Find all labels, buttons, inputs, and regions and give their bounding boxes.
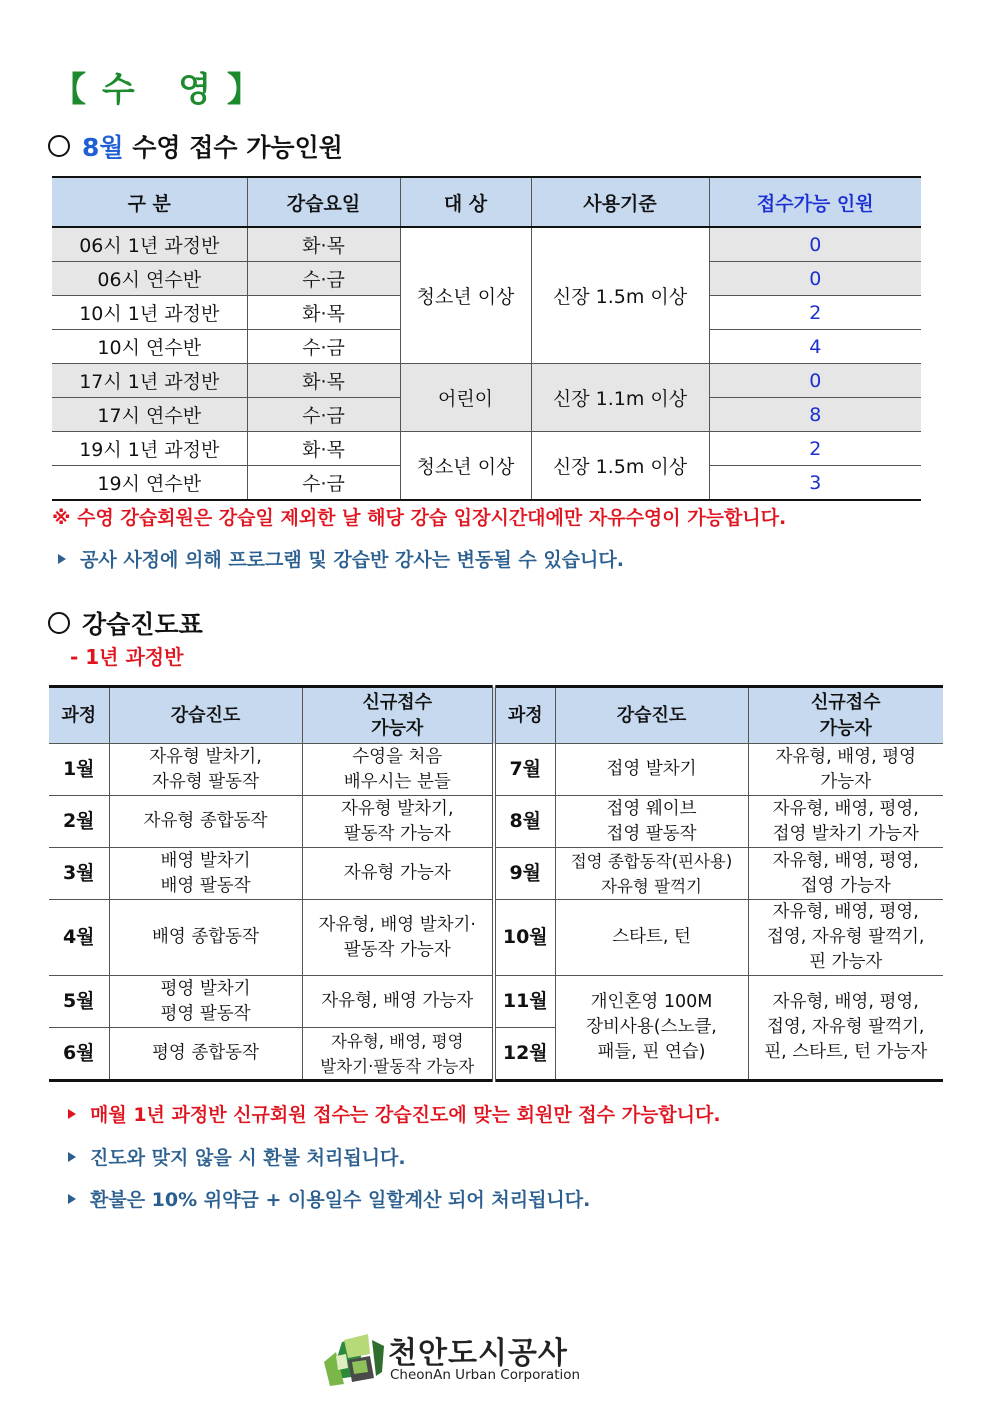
bullet-text: 매월 1년 과정반 신규회원 접수는 강습진도에 맞는 회원만 접수 가능합니다. bbox=[90, 1104, 721, 1126]
section-heading-progress bbox=[48, 605, 203, 641]
capacity-cell: 0 bbox=[709, 227, 921, 262]
header-category: 구 분 bbox=[52, 177, 247, 227]
progress-cell: 개인혼영 100M 장비사용(스노클, 패들, 핀 연습) bbox=[555, 976, 748, 1081]
month-cell: 11월 bbox=[494, 976, 555, 1028]
month-cell: 5월 bbox=[49, 976, 109, 1028]
days-cell: 화·목 bbox=[247, 296, 400, 330]
table-row bbox=[52, 432, 921, 466]
month-cell: 4월 bbox=[49, 900, 109, 976]
triangle-bullet-icon bbox=[68, 1109, 76, 1119]
header-month: 과정 bbox=[49, 687, 109, 744]
target-cell: 청소년 이상 bbox=[400, 432, 531, 501]
progress-cell: 자유형 종합동작 bbox=[109, 796, 302, 848]
eligible-cell: 자유형, 배영 발차기· 팔동작 가능자 bbox=[302, 900, 494, 976]
table-row bbox=[49, 900, 943, 976]
days-cell: 화·목 bbox=[247, 364, 400, 398]
eligible-cell: 자유형, 배영, 평영 가능자 bbox=[748, 744, 943, 796]
header-progress: 강습진도 bbox=[555, 687, 748, 744]
days-cell: 수·금 bbox=[247, 398, 400, 432]
header-target: 대 상 bbox=[400, 177, 531, 227]
capacity-cell: 2 bbox=[709, 296, 921, 330]
days-cell: 수·금 bbox=[247, 330, 400, 364]
target-cell: 청소년 이상 bbox=[400, 227, 531, 364]
progress-cell: 접영 웨이브 접영 팔동작 bbox=[555, 796, 748, 848]
progress-cell: 평영 종합동작 bbox=[109, 1028, 302, 1081]
logo-korean: 천안도시공사 bbox=[388, 1336, 568, 1371]
eligible-cell: 자유형, 배영, 평영, 접영 발차기 가능자 bbox=[748, 796, 943, 848]
section-heading-text: 수영 접수 가능인원 bbox=[132, 133, 343, 162]
header-month: 과정 bbox=[494, 687, 555, 744]
standard-cell: 신장 1.1m 이상 bbox=[531, 364, 709, 432]
capacity-cell: 4 bbox=[709, 330, 921, 364]
month-cell: 7월 bbox=[494, 744, 555, 796]
section-heading-text: 강습진도표 bbox=[82, 610, 203, 639]
logo-english: CheonAn Urban Corporation bbox=[390, 1367, 581, 1383]
eligible-cell: 자유형, 배영 가능자 bbox=[302, 976, 494, 1028]
circle-bullet-icon bbox=[48, 612, 70, 634]
days-cell: 화·목 bbox=[247, 227, 400, 262]
section-heading-capacity bbox=[48, 128, 343, 164]
table-header-row bbox=[52, 177, 921, 227]
month-cell: 10월 bbox=[494, 900, 555, 976]
page-title: 【 수 영 】 bbox=[52, 70, 263, 110]
capacity-table bbox=[52, 176, 921, 501]
table-row bbox=[49, 848, 943, 900]
section-subtitle: - 1년 과정반 bbox=[70, 645, 184, 669]
progress-table bbox=[49, 685, 943, 1082]
month-cell: 3월 bbox=[49, 848, 109, 900]
table-row bbox=[49, 976, 943, 1028]
bullet-red bbox=[62, 1100, 721, 1127]
table-row bbox=[49, 744, 943, 796]
eligible-cell: 자유형 발차기, 팔동작 가능자 bbox=[302, 796, 494, 848]
bullet-blue bbox=[62, 1185, 590, 1212]
month-cell: 8월 bbox=[494, 796, 555, 848]
days-cell: 수·금 bbox=[247, 466, 400, 501]
class-name-cell: 06시 1년 과정반 bbox=[52, 227, 247, 262]
header-progress: 강습진도 bbox=[109, 687, 302, 744]
month-cell: 2월 bbox=[49, 796, 109, 848]
logo-mark-icon bbox=[322, 1332, 386, 1388]
table-header-row bbox=[49, 687, 943, 744]
capacity-cell: 0 bbox=[709, 364, 921, 398]
month-label: 8월 bbox=[82, 133, 124, 162]
eligible-cell: 수영을 처음 배우시는 분들 bbox=[302, 744, 494, 796]
bullet-blue bbox=[62, 1143, 406, 1170]
progress-cell: 접영 발차기 bbox=[555, 744, 748, 796]
eligible-cell: 자유형, 배영, 평영, 접영, 자유형 팔꺽기, 핀 가능자 bbox=[748, 900, 943, 976]
eligible-cell: 자유형, 배영, 평영 발차기·팔동작 가능자 bbox=[302, 1028, 494, 1081]
progress-cell: 배영 종합동작 bbox=[109, 900, 302, 976]
capacity-cell: 2 bbox=[709, 432, 921, 466]
month-cell: 12월 bbox=[494, 1028, 555, 1081]
progress-cell: 스타트, 턴 bbox=[555, 900, 748, 976]
header-eligible: 신규접수 가능자 bbox=[302, 687, 494, 744]
class-name-cell: 10시 연수반 bbox=[52, 330, 247, 364]
days-cell: 화·목 bbox=[247, 432, 400, 466]
table-row bbox=[52, 227, 921, 262]
corporation-logo bbox=[322, 1330, 612, 1390]
capacity-cell: 8 bbox=[709, 398, 921, 432]
progress-cell: 배영 발차기 배영 팔동작 bbox=[109, 848, 302, 900]
class-name-cell: 19시 연수반 bbox=[52, 466, 247, 501]
triangle-bullet-icon bbox=[58, 554, 66, 564]
header-days: 강습요일 bbox=[247, 177, 400, 227]
table-row bbox=[49, 796, 943, 848]
free-swim-notice: ※ 수영 강습회원은 강습일 제외한 날 해당 강습 입장시간대에만 자유수영이 가능합니다. bbox=[52, 507, 787, 529]
month-cell: 6월 bbox=[49, 1028, 109, 1081]
class-name-cell: 17시 1년 과정반 bbox=[52, 364, 247, 398]
eligible-cell: 자유형, 배영, 평영, 접영 가능자 bbox=[748, 848, 943, 900]
days-cell: 수·금 bbox=[247, 262, 400, 296]
progress-cell: 접영 종합동작(핀사용) 자유형 팔꺽기 bbox=[555, 848, 748, 900]
progress-cell: 자유형 발차기, 자유형 팔동작 bbox=[109, 744, 302, 796]
progress-cell: 평영 발차기 평영 팔동작 bbox=[109, 976, 302, 1028]
table-row bbox=[52, 364, 921, 398]
capacity-cell: 3 bbox=[709, 466, 921, 501]
change-notice bbox=[52, 545, 624, 572]
target-cell: 어린이 bbox=[400, 364, 531, 432]
standard-cell: 신장 1.5m 이상 bbox=[531, 227, 709, 364]
class-name-cell: 17시 연수반 bbox=[52, 398, 247, 432]
header-eligible: 신규접수 가능자 bbox=[748, 687, 943, 744]
header-capacity: 접수가능 인원 bbox=[709, 177, 921, 227]
change-notice-text: 공사 사정에 의해 프로그램 및 강습반 강사는 변동될 수 있습니다. bbox=[80, 549, 624, 571]
header-standard: 사용기준 bbox=[531, 177, 709, 227]
bullet-text: 환불은 10% 위약금 + 이용일수 일할계산 되어 처리됩니다. bbox=[90, 1189, 591, 1211]
triangle-bullet-icon bbox=[68, 1194, 76, 1204]
bullet-text: 진도와 맞지 않을 시 환불 처리됩니다. bbox=[90, 1147, 406, 1169]
month-cell: 9월 bbox=[494, 848, 555, 900]
triangle-bullet-icon bbox=[68, 1152, 76, 1162]
circle-bullet-icon bbox=[48, 135, 70, 157]
class-name-cell: 10시 1년 과정반 bbox=[52, 296, 247, 330]
class-name-cell: 19시 1년 과정반 bbox=[52, 432, 247, 466]
class-name-cell: 06시 연수반 bbox=[52, 262, 247, 296]
capacity-cell: 0 bbox=[709, 262, 921, 296]
standard-cell: 신장 1.5m 이상 bbox=[531, 432, 709, 501]
eligible-cell: 자유형, 배영, 평영, 접영, 자유형 팔꺽기, 핀, 스타트, 턴 가능자 bbox=[748, 976, 943, 1081]
month-cell: 1월 bbox=[49, 744, 109, 796]
eligible-cell: 자유형 가능자 bbox=[302, 848, 494, 900]
